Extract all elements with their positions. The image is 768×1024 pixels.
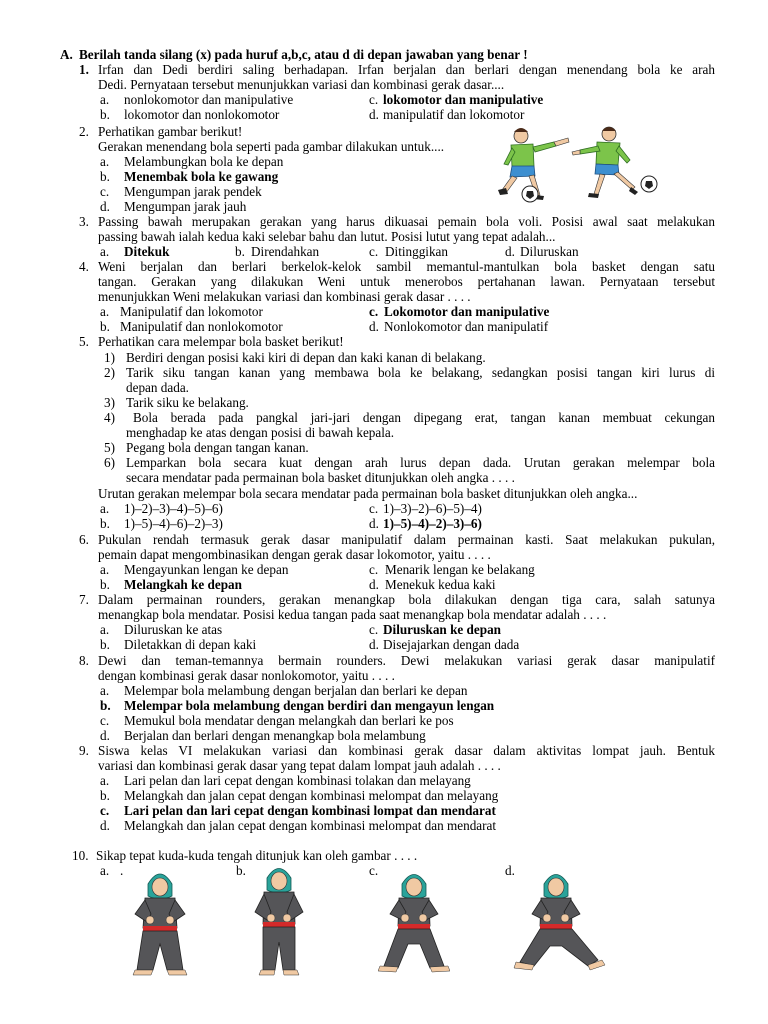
- soccer-player-right: [572, 127, 638, 198]
- option-letter[interactable]: d.: [369, 516, 379, 531]
- option-text-answer[interactable]: Menembak bola ke gawang: [124, 169, 279, 184]
- section-instruction: Berilah tanda silang (x) pada huruf a,b,c, atau d di depan jawaban yang benar !: [79, 47, 528, 62]
- option-text[interactable]: Menarik lengan ke belakang: [385, 562, 535, 577]
- question-text: dengan kombinasi gerak dasar nonlokomotor, yaitu . . . .: [98, 668, 395, 683]
- option-letter[interactable]: d.: [100, 728, 110, 743]
- question-text: Pukulan rendah termasuk gerak dasar manipulatif dalam permainan kasti. Saat melakukan pukulan,: [98, 532, 715, 547]
- option-text[interactable]: Mengumpan jarak pendek: [124, 184, 262, 199]
- option-text[interactable]: Berjalan dan berlari dengan menangkap bola melambung: [124, 728, 426, 743]
- option-text[interactable]: Memukul bola mendatar dengan melangkah dan berlari ke pos: [124, 713, 454, 728]
- option-text[interactable]: Melempar bola melambung dengan berjalan dan berlari ke depan: [124, 683, 468, 698]
- option-letter[interactable]: a.: [100, 622, 110, 637]
- option-text[interactable]: Nonlokomotor dan manipulatif: [384, 319, 549, 334]
- option-text[interactable]: Melangkah dan jalan cepat dengan kombinasi melompat dan melayang: [124, 788, 499, 803]
- question-text: Weni berjalan dan berlari berkelok-kelok sambil memantul-mantulkan bola basket dengan satu: [98, 259, 715, 274]
- option-text[interactable]: Ditinggikan: [385, 244, 449, 259]
- option-text-answer[interactable]: Ditekuk: [124, 244, 170, 259]
- question-number: 1.: [79, 62, 89, 77]
- option-letter[interactable]: c.: [369, 622, 379, 637]
- question-text: menangkap bola mendatar. Posisi kedua tangan pada saat menangkap bola mendatar adalah . . . .: [98, 607, 607, 622]
- question-text: Dalam permainan rounders, gerakan menangkap bola dilakukan dengan tiga cara, salah satunya: [98, 592, 715, 607]
- option-text[interactable]: Direndahkan: [251, 244, 320, 259]
- question-number: 10.: [72, 848, 89, 863]
- question-number: 2.: [79, 124, 89, 139]
- stance-figure-b[interactable]: [249, 862, 309, 980]
- option-letter[interactable]: a.: [100, 863, 110, 878]
- question-text: pemain dapat mengombinasikan dengan gerak dasar lokomotor, yaitu . . . .: [98, 547, 491, 562]
- question-text: variasi dan kombinasi gerak dasar yang tepat dalam lompat jauh adalah . . . .: [98, 758, 501, 773]
- soccer-ball-icon: [641, 176, 657, 192]
- option-letter[interactable]: a.: [100, 562, 110, 577]
- question-text: Urutan gerakan melempar bola secara mendatar pada permainan bola basket ditunjukkan oleh angka...: [98, 486, 638, 501]
- step-number: 1): [104, 350, 115, 365]
- option-letter[interactable]: d.: [100, 199, 110, 214]
- step-number: 5): [104, 440, 115, 455]
- option-letter[interactable]: a.: [100, 773, 110, 788]
- option-text-answer[interactable]: 1)–5)–4)–2)–3)–6): [383, 516, 482, 531]
- option-text[interactable]: Diletakkan di depan kaki: [124, 637, 257, 652]
- option-text-answer[interactable]: Melangkah ke depan: [124, 577, 242, 592]
- step-text: menghadap ke atas dengan posisi di bawah kepala.: [126, 425, 395, 440]
- option-text[interactable]: Disejajarkan dengan dada: [383, 637, 520, 652]
- question-number: 5.: [79, 334, 89, 349]
- option-letter[interactable]: c.: [100, 713, 110, 728]
- option-letter[interactable]: d.: [505, 863, 515, 878]
- option-letter[interactable]: c.: [369, 304, 379, 319]
- option-text[interactable]: lokomotor dan nonlokomotor: [124, 107, 280, 122]
- soccer-ball-icon: [522, 186, 538, 202]
- option-text[interactable]: Diluruskan: [520, 244, 579, 259]
- question-number: 3.: [79, 214, 89, 229]
- question-number: 9.: [79, 743, 89, 758]
- step-text: Lemparkan bola secara kuat dengan arah lurus depan dada. Urutan gerakan melempar bola: [126, 455, 715, 470]
- option-letter[interactable]: b.: [100, 577, 110, 592]
- question-text: Sikap tepat kuda-kuda tengah ditunjuk kan oleh gambar . . . .: [96, 848, 418, 863]
- option-letter[interactable]: c.: [100, 803, 110, 818]
- question-text: Perhatikan cara melempar bola basket berikut!: [98, 334, 344, 349]
- option-text[interactable]: Manipulatif dan nonlokomotor: [120, 319, 283, 334]
- question-text: tangan. Gerakan yang dilakukan Weni untuk menerobos pertahanan lawan. Pernyataan tersebut: [98, 274, 715, 289]
- stance-figure-c[interactable]: [378, 868, 450, 980]
- step-text: secara mendatar pada permainan bola basket ditunjukkan oleh angka . . . .: [126, 470, 515, 485]
- question-text: Dewi dan teman-temannya bermain rounders. Dewi melakukan variasi gerak dasar manipulatif: [98, 653, 715, 668]
- option-letter[interactable]: b.: [100, 107, 110, 122]
- option-text-answer[interactable]: lokomotor dan manipulative: [383, 92, 544, 107]
- option-letter[interactable]: a.: [100, 92, 110, 107]
- stance-figure-a[interactable]: [125, 866, 195, 980]
- option-letter[interactable]: b.: [100, 637, 110, 652]
- option-text[interactable]: 1)–5)–4)–6)–2)–3): [124, 516, 223, 531]
- option-letter[interactable]: d.: [369, 637, 379, 652]
- option-letter[interactable]: a.: [100, 304, 110, 319]
- option-letter[interactable]: c.: [369, 92, 379, 107]
- option-letter[interactable]: d.: [505, 244, 515, 259]
- question-number: 4.: [79, 259, 89, 274]
- option-letter[interactable]: b.: [236, 863, 246, 878]
- option-letter[interactable]: b.: [235, 244, 245, 259]
- step-text: Bola berada pada pangkal jari-jari dengan dipegang erat, tangan kanan membuat cekungan: [133, 410, 715, 425]
- option-text[interactable]: Mengumpan jarak jauh: [124, 199, 247, 214]
- option-letter[interactable]: c.: [100, 184, 110, 199]
- option-letter[interactable]: b.: [100, 319, 110, 334]
- option-text[interactable]: .: [120, 863, 124, 878]
- question-text: passing bawah ialah kedua kaki selebar bahu dan lutut. Posisi lutut yang tepat adalah...: [98, 229, 556, 244]
- option-text[interactable]: Lari pelan dan lari cepat dengan kombinasi tolakan dan melayang: [124, 773, 471, 788]
- option-text-answer[interactable]: Diluruskan ke depan: [383, 622, 501, 637]
- option-text[interactable]: Melangkah dan jalan cepat dengan kombinasi melompat dan mendarat: [124, 818, 497, 833]
- step-text: Pegang bola dengan tangan kanan.: [126, 440, 309, 455]
- option-letter[interactable]: a.: [100, 154, 110, 169]
- option-text[interactable]: 1)–3)–2)–6)–5)–4): [383, 501, 482, 516]
- step-number: 2): [104, 365, 115, 380]
- step-number: 3): [104, 395, 115, 410]
- option-letter[interactable]: b.: [100, 516, 110, 531]
- option-letter[interactable]: a.: [100, 683, 110, 698]
- question-number: 8.: [79, 653, 89, 668]
- option-text[interactable]: Mengayunkan lengan ke depan: [124, 562, 289, 577]
- question-text: Passing bawah merupakan gerakan yang harus dikuasai pemain bola voli. Posisi awal saat melakukan: [98, 214, 715, 229]
- option-letter[interactable]: c.: [369, 244, 379, 259]
- option-letter[interactable]: c.: [369, 562, 379, 577]
- question-text: Dedi. Pernyataan tersebut menunjukkan variasi dan kombinasi gerak dasar....: [98, 77, 505, 92]
- option-letter[interactable]: b.: [100, 698, 111, 713]
- option-letter[interactable]: d.: [369, 107, 379, 122]
- option-text[interactable]: Menekuk kedua kaki: [385, 577, 496, 592]
- option-letter[interactable]: a.: [100, 501, 110, 516]
- option-letter[interactable]: c.: [369, 863, 379, 878]
- option-letter[interactable]: a.: [100, 244, 110, 259]
- question-text: menunjukkan Weni melakukan variasi dan kombinasi gerak dasar . . . .: [98, 289, 471, 304]
- option-letter[interactable]: b.: [100, 788, 110, 803]
- option-letter[interactable]: d.: [369, 577, 379, 592]
- question-text: Irfan dan Dedi berdiri saling berhadapan. Irfan berjalan dan berlari dengan menendang bola ke arah: [98, 62, 715, 77]
- step-text: Tarik siku ke belakang.: [126, 395, 249, 410]
- option-text-answer[interactable]: Lokomotor dan manipulative: [384, 304, 550, 319]
- question-number: 7.: [79, 592, 89, 607]
- option-text-answer[interactable]: Lari pelan dan lari cepat dengan kombinasi lompat dan mendarat: [124, 803, 496, 818]
- option-letter[interactable]: b.: [100, 169, 110, 184]
- option-text[interactable]: manipulatif dan lokomotor: [383, 107, 525, 122]
- question-number: 6.: [79, 532, 89, 547]
- option-text[interactable]: 1)–2)–3)–4)–5)–6): [124, 501, 223, 516]
- stance-figure-d[interactable]: [512, 868, 606, 980]
- step-text: Tarik siku tangan kanan yang membawa bola ke belakang, sedangkan posisi tangan kiri lurus di: [126, 365, 715, 380]
- question-text: Perhatikan gambar berikut!: [98, 124, 243, 139]
- option-text[interactable]: nonlokomotor dan manipulative: [124, 92, 294, 107]
- option-letter[interactable]: d.: [100, 818, 110, 833]
- step-text: depan dada.: [126, 380, 189, 395]
- option-text[interactable]: Melambungkan bola ke depan: [124, 154, 284, 169]
- option-letter[interactable]: d.: [369, 319, 379, 334]
- step-number: 4): [104, 410, 115, 425]
- step-text: Berdiri dengan posisi kaki kiri di depan dan kaki kanan di belakang.: [126, 350, 486, 365]
- soccer-kick-illustration: [496, 120, 666, 206]
- section-label: A.: [60, 47, 73, 62]
- step-number: 6): [104, 455, 115, 470]
- option-text[interactable]: Diluruskan ke atas: [124, 622, 223, 637]
- option-text-answer[interactable]: Melempar bola melambung dengan berdiri dan mengayun lengan: [124, 698, 495, 713]
- option-text[interactable]: Manipulatif dan lokomotor: [120, 304, 263, 319]
- question-text: Gerakan menendang bola seperti pada gambar dilakukan untuk....: [98, 139, 445, 154]
- question-text: Siswa kelas VI melakukan variasi dan kombinasi gerak dasar dalam aktivitas lompat jauh. Bentuk: [98, 743, 715, 758]
- option-letter[interactable]: c.: [369, 501, 379, 516]
